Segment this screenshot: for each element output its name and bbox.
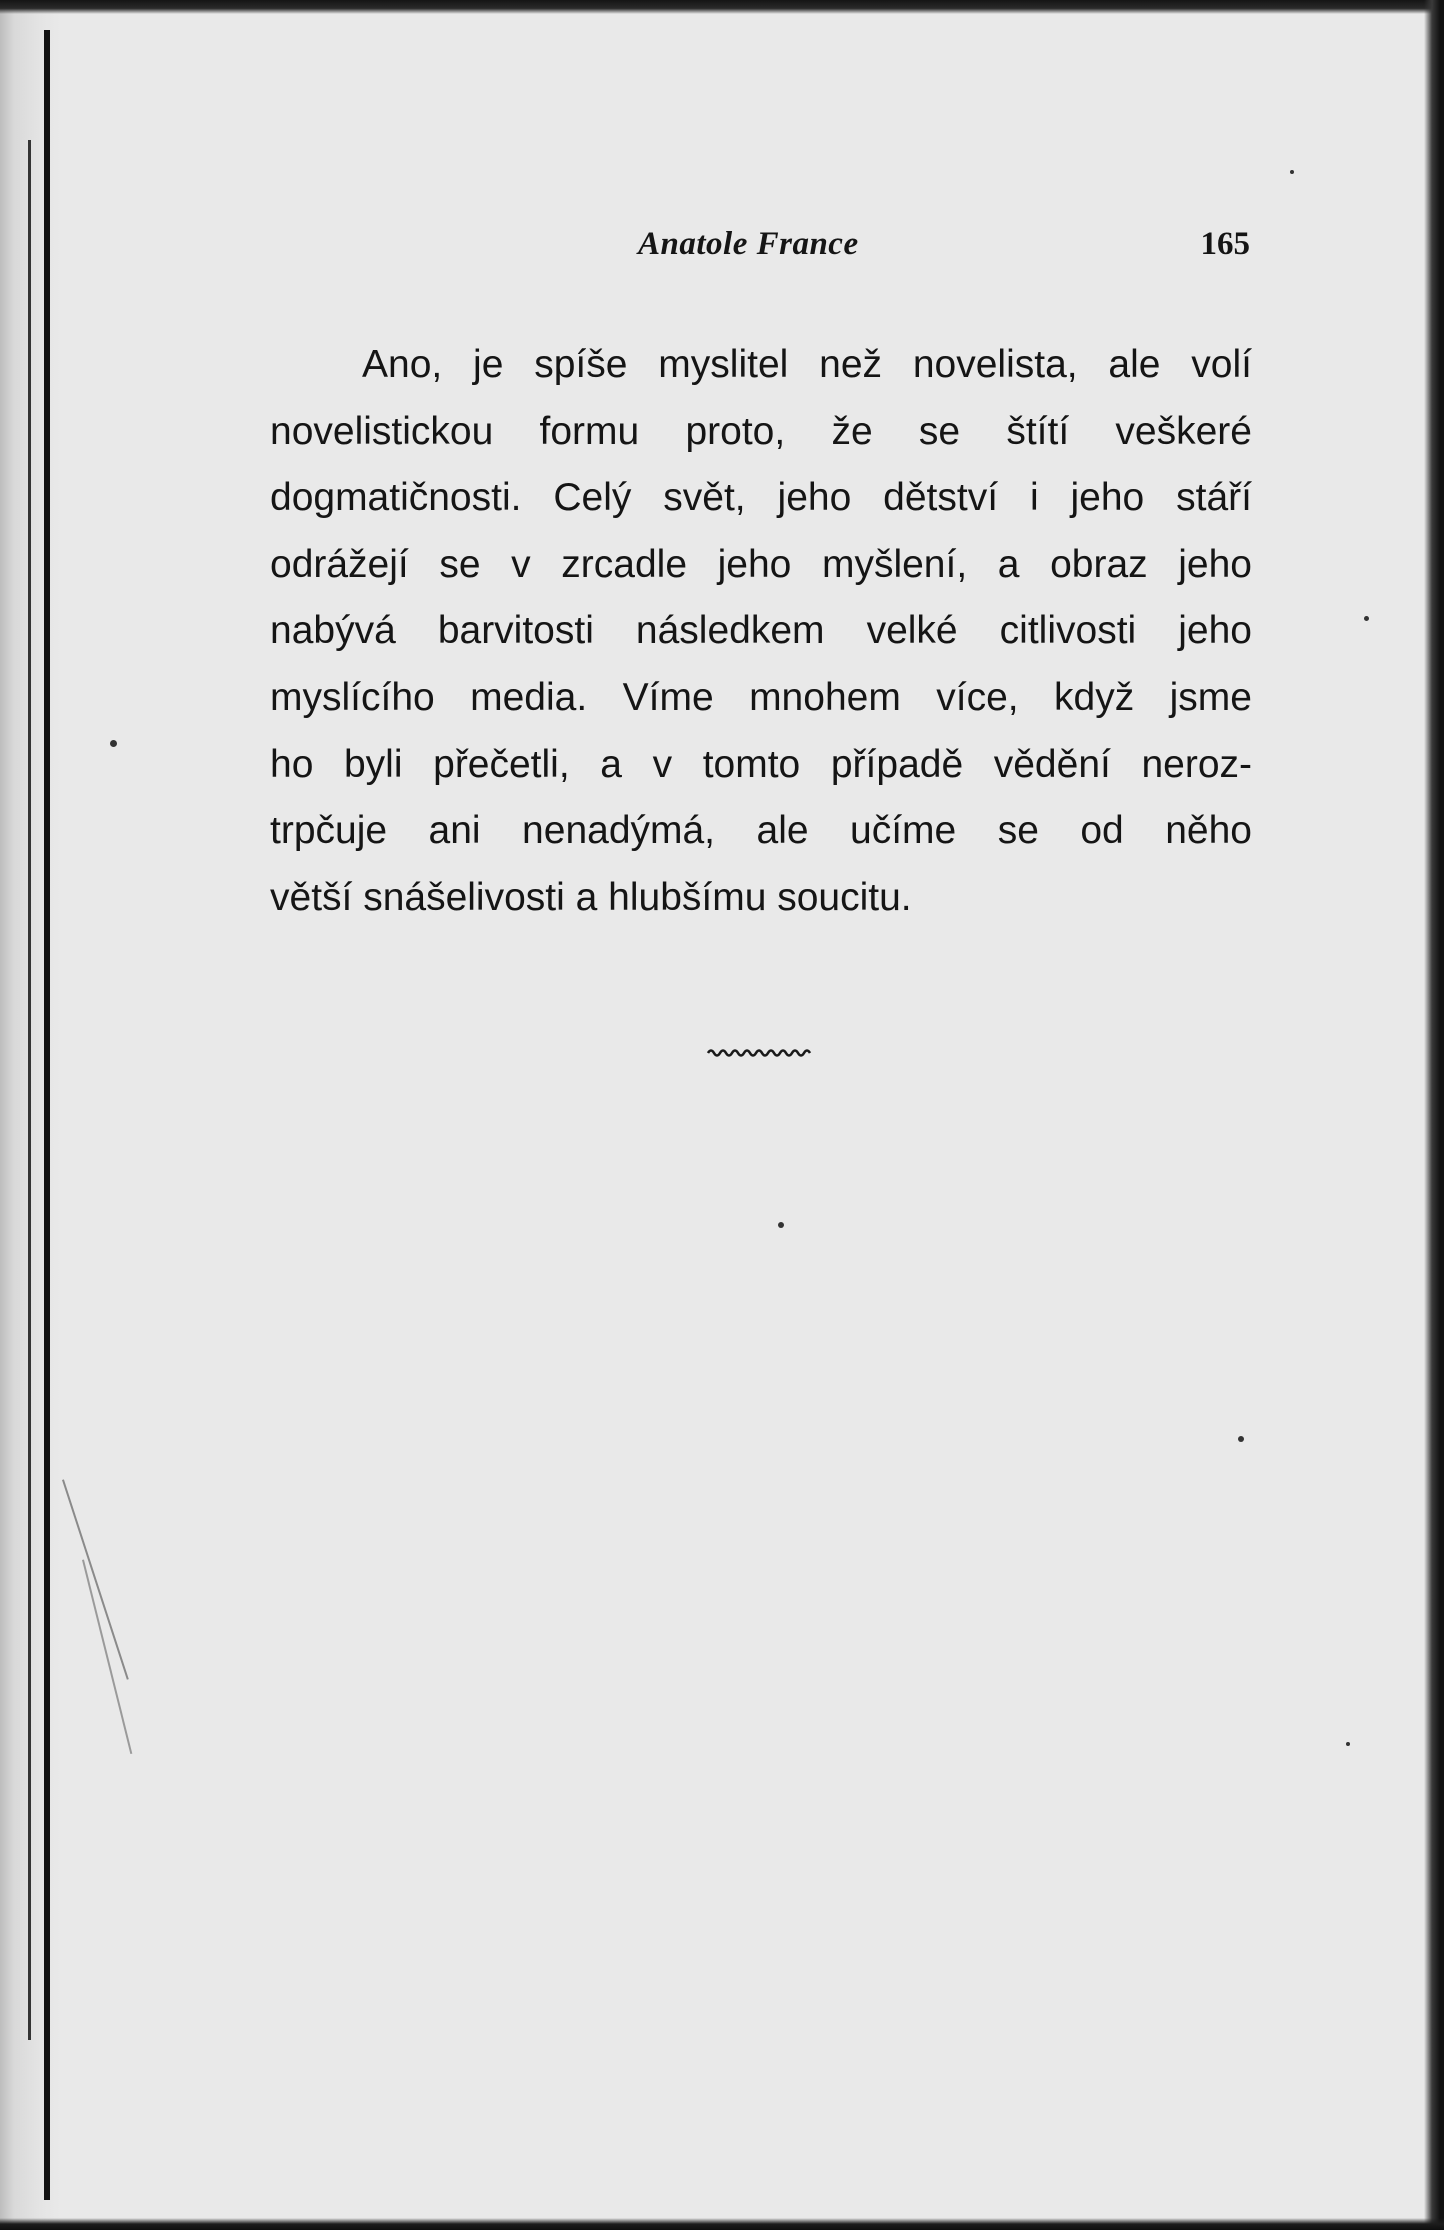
dust-speck <box>1364 616 1369 621</box>
paper-crease <box>82 1560 132 1755</box>
dust-speck <box>1290 170 1294 174</box>
scan-border-bottom <box>0 2218 1444 2230</box>
spine-binding-line <box>44 30 50 2200</box>
dust-speck <box>110 740 117 747</box>
text-line: větší snášelivosti a hlubšímu soucitu. <box>270 875 912 919</box>
text-line: novelistickou formu proto, že se štítí veškeré <box>270 409 1252 453</box>
text-line: Ano, je spíše myslitel než novelista, ale volí <box>362 343 1252 386</box>
page-header <box>270 220 1252 280</box>
paper-crease <box>62 1479 129 1679</box>
dust-speck <box>778 1222 784 1228</box>
scan-border-top <box>0 0 1444 14</box>
running-title: Anatole France <box>638 226 859 262</box>
paragraph <box>270 280 1252 931</box>
page-number: 165 <box>1200 226 1250 262</box>
dust-speck <box>1238 1436 1244 1442</box>
text-line: myslícího media. Víme mnohem více, když jsme <box>270 675 1252 719</box>
book-page <box>270 220 1252 931</box>
text-line: odrážejí se v zrcadle jeho myšlení, a obraz jeho <box>270 542 1252 586</box>
text-line: dogmatičnosti. Celý svět, jeho dětství i jeho stáří <box>270 476 1252 520</box>
scan-border-right <box>1424 0 1444 2230</box>
text-line: trpčuje ani nenadýmá, ale učíme se od něho <box>270 809 1252 853</box>
dust-speck <box>1346 1742 1350 1746</box>
wavy-rule-ornament <box>706 1046 814 1060</box>
text-line: nabývá barvitosti následkem velké citlivosti jeho <box>270 609 1252 653</box>
text-line: ho byli přečetli, a v tomto případě vědění neroz- <box>270 742 1252 786</box>
spine-edge-line <box>28 140 31 2040</box>
